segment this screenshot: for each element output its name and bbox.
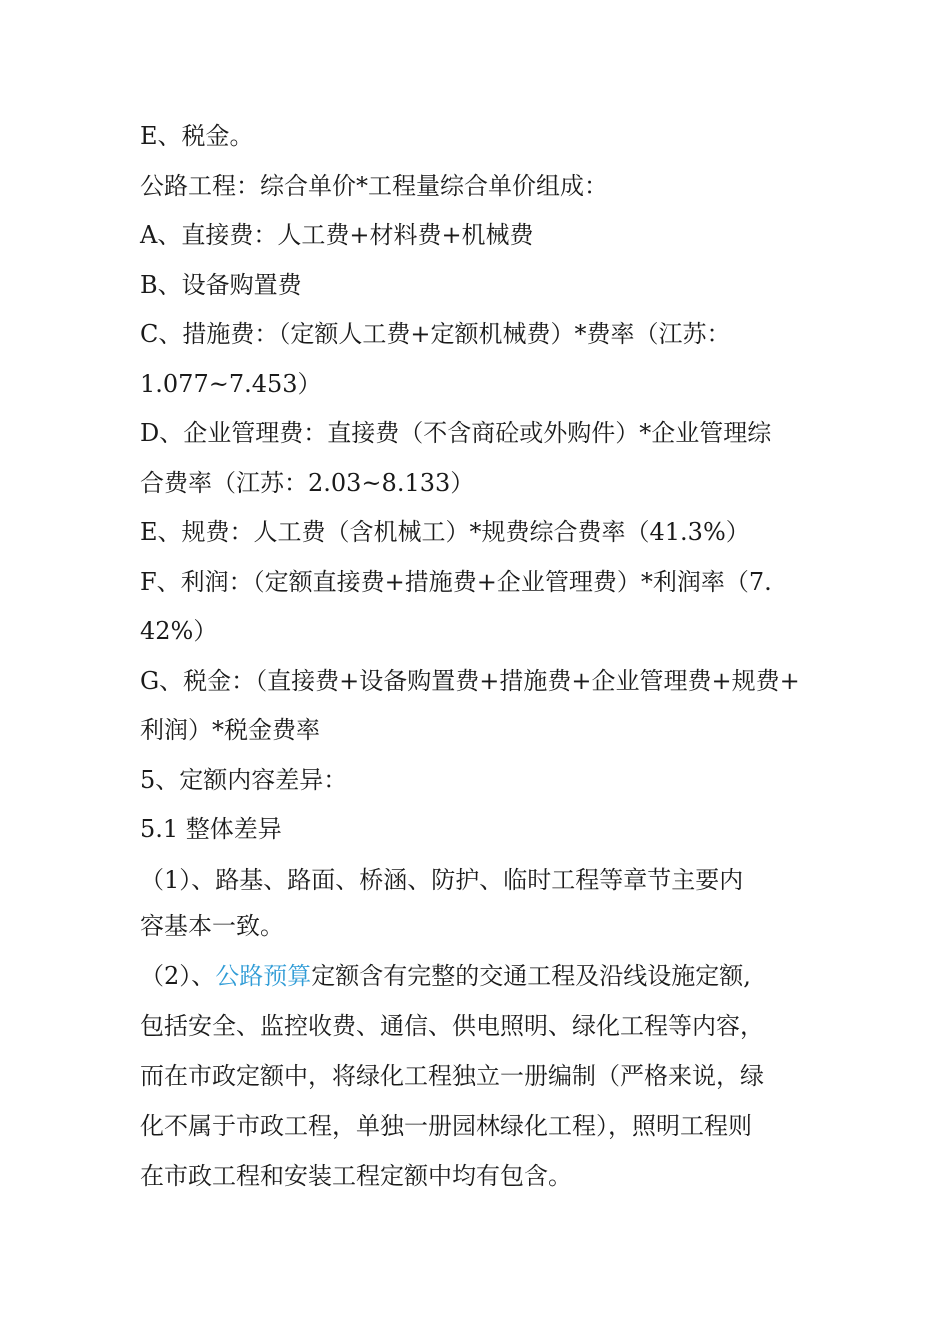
para2-rest: 定额含有完整的交通工程及沿线设施定额, bbox=[311, 961, 751, 990]
paragraph-1 bbox=[140, 857, 812, 949]
text-line: 合费率（江苏：2.03~8.133） bbox=[140, 468, 475, 497]
text-line: 1.077~7.453） bbox=[140, 369, 322, 398]
paragraph-2 bbox=[140, 951, 812, 1201]
road-budget-link[interactable]: 公路预算 bbox=[215, 961, 312, 990]
section-heading: 5、定额内容差异： bbox=[140, 765, 348, 794]
subsection-heading: 5.1 整体差异 bbox=[140, 815, 282, 843]
text-line: 42%） bbox=[140, 617, 218, 645]
text-line: E、规费：人工费（含机械工）*规费综合费率（41.3%） bbox=[140, 518, 750, 546]
text-line: F、利润：（定额直接费+措施费+企业管理费）*利润率（7. bbox=[140, 567, 772, 596]
text-line: （1）、路基、路面、桥涵、防护、临时工程等章节主要内 bbox=[140, 865, 744, 894]
text-line: 容基本一致。 bbox=[140, 911, 284, 940]
text-line: G、税金：（直接费+设备购置费+措施费+企业管理费+规费+ bbox=[140, 666, 800, 695]
text-line: B、设备购置费 bbox=[140, 270, 302, 299]
text-line: C、措施费：（定额人工费+定额机械费）*费率（江苏： bbox=[140, 320, 731, 348]
text-line: 而在市政定额中，将绿化工程独立一册编制（严格来说，绿 bbox=[140, 1061, 764, 1090]
text-line: D、企业管理费：直接费（不含商砼或外购件）*企业管理综 bbox=[140, 419, 772, 447]
text-line: E、税金。 bbox=[140, 122, 254, 150]
text-line bbox=[140, 951, 812, 1001]
text-line: 在市政工程和安装工程定额中均有包含。 bbox=[140, 1161, 572, 1190]
document-page bbox=[140, 112, 812, 1201]
text-line: A、直接费：人工费+材料费+机械费 bbox=[140, 221, 534, 249]
text-line: 利润）*税金费率 bbox=[140, 716, 320, 744]
text-line: 化不属于市政工程，单独一册园林绿化工程），照明工程则 bbox=[140, 1111, 752, 1140]
text-line: 公路工程：综合单价*工程量综合单价组成： bbox=[140, 171, 608, 200]
para2-prefix: （2）、 bbox=[140, 961, 216, 990]
text-line: 包括安全、监控收费、通信、供电照明、绿化工程等内容， bbox=[140, 1011, 764, 1040]
